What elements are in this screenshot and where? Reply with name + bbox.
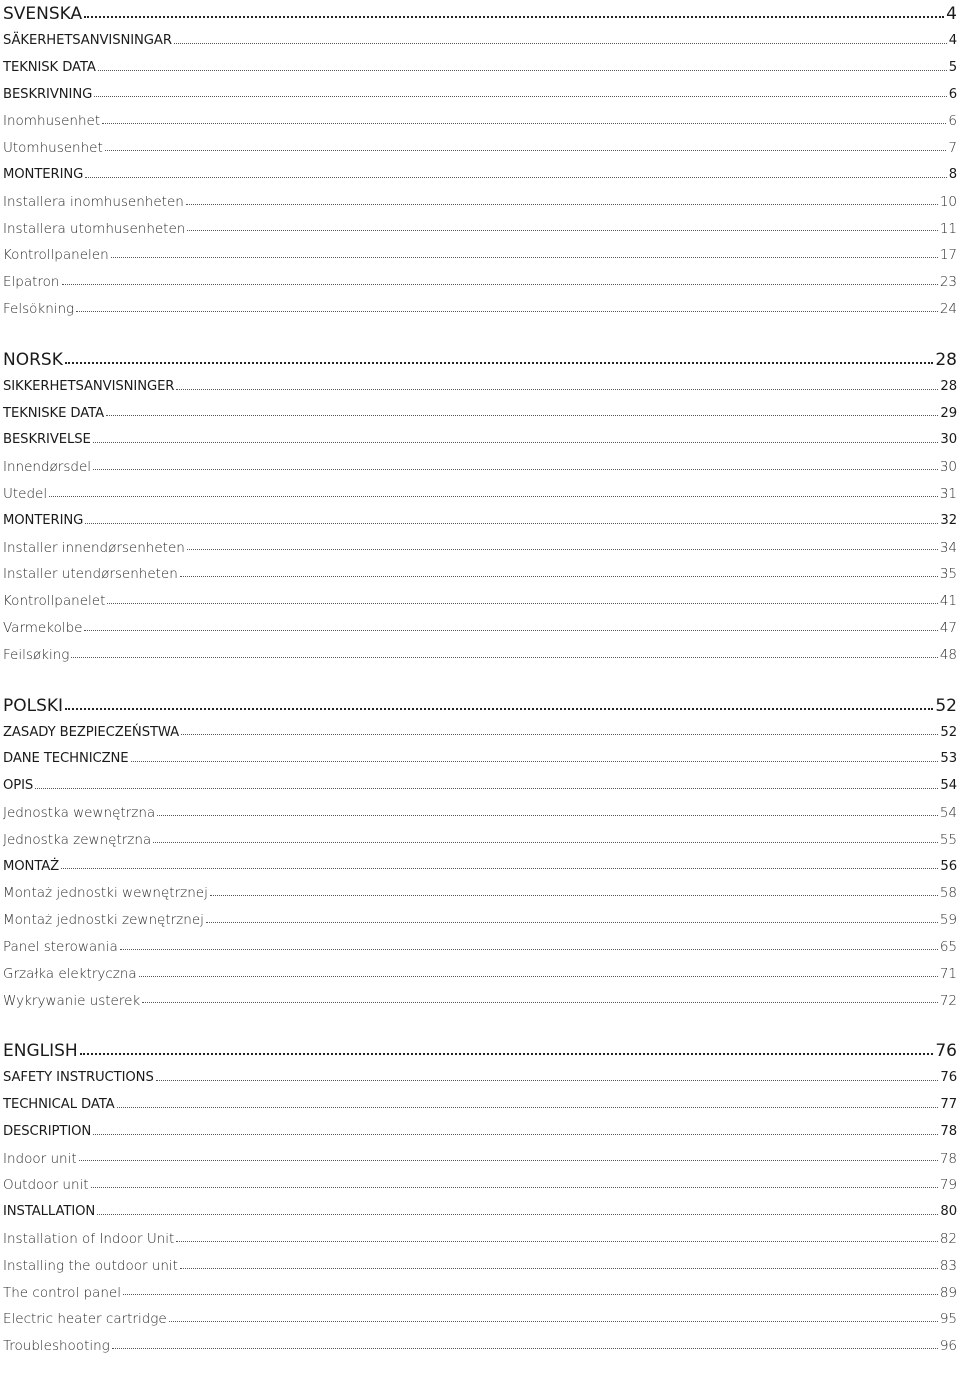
dot-leader <box>153 842 938 843</box>
toc-entry-label: DANE TECHNICZNE <box>3 751 129 767</box>
toc-entry-label: TEKNISKE DATA <box>3 405 105 421</box>
toc-entry-label: BESKRIVELSE <box>3 432 91 448</box>
toc-entry-label: MONTERING <box>3 166 84 182</box>
dot-leader <box>105 150 947 151</box>
toc-entry[interactable] <box>3 1253 957 1280</box>
toc-entry[interactable] <box>3 615 957 642</box>
toc-page-number: 8 <box>948 166 957 182</box>
dot-leader <box>142 1002 938 1003</box>
toc-page-number: 54 <box>939 804 957 821</box>
dot-leader <box>93 469 938 470</box>
toc-page-number: 30 <box>939 459 957 476</box>
toc-entry-label: Varmekolbe <box>3 619 83 636</box>
toc-entry-label: The control panel <box>3 1284 121 1301</box>
toc-entry-label: Outdoor unit <box>3 1177 89 1194</box>
toc-entry[interactable] <box>3 508 957 535</box>
toc-page-number: 10 <box>939 193 957 210</box>
toc-entry-label: Elpatron <box>3 274 60 291</box>
dot-leader <box>65 362 934 364</box>
toc-entry-label: TECHNICAL DATA <box>3 1097 115 1113</box>
toc-entry-label: Inomhusenhet <box>3 113 101 130</box>
toc-entry[interactable] <box>3 1146 957 1173</box>
toc-page-number: 17 <box>939 247 957 264</box>
toc-page-number: 78 <box>939 1150 957 1167</box>
toc-entry[interactable] <box>3 242 957 269</box>
toc-entry[interactable] <box>3 162 957 189</box>
toc-language-heading[interactable] <box>3 0 957 28</box>
toc-entry[interactable] <box>3 1306 957 1333</box>
toc-entry-label: Grzałka elektryczna <box>3 965 137 982</box>
toc-language-title: ENGLISH <box>3 1041 78 1062</box>
toc-entry[interactable] <box>3 854 957 881</box>
dot-leader <box>169 1321 938 1322</box>
toc-entry[interactable] <box>3 189 957 216</box>
toc-entry-label: SÄKERHETSANVISNINGAR <box>3 33 172 48</box>
toc-entry[interactable] <box>3 1199 957 1226</box>
toc-entry[interactable] <box>3 55 957 82</box>
toc-entry-label: SIKKERHETSANVISNINGER <box>3 378 175 394</box>
toc-entry-label: Felsökning <box>3 300 75 317</box>
toc-entry[interactable] <box>3 1333 957 1360</box>
toc-page-number: 11 <box>939 220 957 237</box>
toc-entry-label: BESKRIVNING <box>3 86 93 102</box>
toc-page-number: 55 <box>939 831 957 848</box>
section-spacer <box>3 1014 957 1037</box>
toc-page-number: 96 <box>939 1338 957 1355</box>
toc-language-heading[interactable] <box>3 1037 957 1065</box>
toc-entry[interactable] <box>3 1172 957 1199</box>
toc-entry[interactable] <box>3 800 957 827</box>
dot-leader <box>84 16 944 18</box>
toc-entry[interactable] <box>3 880 957 907</box>
toc-page-number: 48 <box>939 646 957 663</box>
toc-entry[interactable] <box>3 454 957 481</box>
toc-entry[interactable] <box>3 773 957 800</box>
toc-entry-label: Feilsøking <box>3 646 70 663</box>
toc-page-number: 52 <box>935 695 957 716</box>
dot-leader <box>102 123 946 124</box>
dot-leader <box>94 96 946 97</box>
toc-entry-label: INSTALLATION <box>3 1204 96 1220</box>
toc-page-number: 6 <box>948 86 957 102</box>
toc-entry[interactable] <box>3 1065 957 1092</box>
toc-page-number: 28 <box>940 378 957 394</box>
dot-leader <box>210 895 938 896</box>
dot-leader <box>117 1107 939 1108</box>
dot-leader <box>97 1214 938 1215</box>
toc-entry-label: Kontrollpanelen <box>3 247 109 264</box>
toc-page-number: 76 <box>935 1041 957 1062</box>
toc-page-number: 52 <box>940 724 957 740</box>
dot-leader <box>157 815 938 816</box>
dot-leader <box>93 1134 938 1135</box>
dot-leader <box>176 389 938 390</box>
dot-leader <box>85 177 946 178</box>
dot-leader <box>84 630 937 631</box>
toc-entry-label: Indoor unit <box>3 1150 77 1167</box>
toc-entry-label: ZASADY BEZPIECZEŃSTWA <box>3 724 180 740</box>
toc-entry[interactable] <box>3 907 957 934</box>
toc-entry-label: Installation of Indoor Unit <box>3 1231 175 1248</box>
dot-leader <box>98 70 947 71</box>
toc-entry-label: OPIS <box>3 778 34 794</box>
toc-page-number: 4 <box>946 4 957 24</box>
toc-entry[interactable] <box>3 1280 957 1307</box>
toc-entry[interactable] <box>3 427 957 454</box>
toc-entry[interactable] <box>3 269 957 296</box>
dot-leader <box>91 1187 938 1188</box>
dot-leader <box>112 1348 938 1349</box>
toc-section-english <box>3 1037 957 1360</box>
dot-leader <box>120 949 938 950</box>
toc-page-number: 41 <box>939 593 957 610</box>
toc-page-number: 65 <box>939 938 957 955</box>
toc-page-number: 54 <box>940 778 957 794</box>
toc-page-number: 58 <box>939 885 957 902</box>
dot-leader <box>186 204 938 205</box>
toc-page-number: 34 <box>939 539 957 556</box>
toc-page-number: 24 <box>939 300 957 317</box>
toc-page-number: 6 <box>948 113 957 130</box>
dot-leader <box>180 1268 938 1269</box>
toc-entry-label: DESCRIPTION <box>3 1123 92 1139</box>
toc-entry[interactable] <box>3 535 957 562</box>
toc-language-title: POLSKI <box>3 695 64 716</box>
toc-page-number: 31 <box>939 485 957 502</box>
toc-language-title: NORSK <box>3 349 63 370</box>
dot-leader <box>156 1080 939 1081</box>
toc-page-number: 29 <box>940 405 957 421</box>
toc-entry[interactable] <box>3 746 957 773</box>
dot-leader <box>181 734 938 735</box>
dot-leader <box>62 284 938 285</box>
toc-entry-label: Installera utomhusenheten <box>3 220 186 237</box>
toc-page-number: 78 <box>940 1123 957 1139</box>
toc-entry[interactable] <box>3 934 957 961</box>
toc-entry-label: Jednostka zewnętrzna <box>3 831 152 848</box>
toc-language-heading[interactable] <box>3 346 957 374</box>
toc-section-svenska <box>3 0 957 323</box>
toc-page-number: 7 <box>948 140 957 157</box>
dot-leader <box>176 1241 937 1242</box>
dot-leader <box>139 976 938 977</box>
toc-page-number: 47 <box>939 619 957 636</box>
dot-leader <box>76 311 938 312</box>
toc-entry-label: Utedel <box>3 485 48 502</box>
toc-page-number: 4 <box>948 33 957 48</box>
toc-entry[interactable] <box>3 1226 957 1253</box>
dot-leader <box>187 549 938 550</box>
dot-leader <box>111 257 938 258</box>
section-spacer <box>3 669 957 692</box>
toc-section-polski <box>3 692 957 1015</box>
toc-entry-label: MONTERING <box>3 512 84 528</box>
dot-leader <box>65 708 933 710</box>
toc-entry-label: Wykrywanie usterek <box>3 992 141 1009</box>
dot-leader <box>79 1160 938 1161</box>
dot-leader <box>187 230 937 231</box>
dot-leader <box>107 603 937 604</box>
dot-leader <box>131 761 939 762</box>
toc-page-number: 5 <box>948 59 957 75</box>
table-of-contents <box>3 0 957 1360</box>
toc-page-number: 35 <box>939 566 957 583</box>
dot-leader <box>123 1294 938 1295</box>
toc-entry[interactable] <box>3 561 957 588</box>
toc-entry[interactable] <box>3 296 957 323</box>
dot-leader <box>61 868 938 869</box>
toc-page-number: 95 <box>939 1311 957 1328</box>
toc-entry[interactable] <box>3 988 957 1015</box>
toc-page-number: 72 <box>939 992 957 1009</box>
dot-leader <box>49 496 938 497</box>
toc-entry[interactable] <box>3 481 957 508</box>
toc-page-number: 32 <box>940 512 957 528</box>
dot-leader <box>106 415 938 416</box>
toc-entry[interactable] <box>3 961 957 988</box>
toc-page-number: 28 <box>935 349 957 370</box>
toc-entry-label: SAFETY INSTRUCTIONS <box>3 1070 154 1086</box>
toc-page-number: 53 <box>940 751 957 767</box>
dot-leader <box>71 657 937 658</box>
toc-entry-label: Electric heater cartridge <box>3 1311 167 1328</box>
toc-entry-label: Panel sterowania <box>3 938 118 955</box>
toc-entry[interactable] <box>3 374 957 401</box>
toc-entry-label: Montaż jednostki zewnętrznej <box>3 912 204 929</box>
toc-entry[interactable] <box>3 588 957 615</box>
toc-entry-label: Innendørsdel <box>3 459 91 476</box>
toc-entry[interactable] <box>3 1092 957 1119</box>
toc-entry[interactable] <box>3 135 957 162</box>
dot-leader <box>93 442 939 443</box>
toc-entry[interactable] <box>3 720 957 747</box>
toc-page-number: 76 <box>940 1070 957 1086</box>
toc-section-norsk <box>3 346 957 669</box>
toc-page-number: 89 <box>939 1284 957 1301</box>
toc-page-number: 80 <box>940 1204 957 1220</box>
toc-entry-label: TEKNISK DATA <box>3 59 96 75</box>
toc-entry-label: Montaż jednostki wewnętrznej <box>3 885 208 902</box>
toc-entry-label: Troubleshooting <box>3 1338 110 1355</box>
toc-entry-label: Installer utendørsenheten <box>3 566 178 583</box>
toc-entry[interactable] <box>3 401 957 428</box>
toc-entry-label: Kontrollpanelet <box>3 593 106 610</box>
dot-leader <box>180 576 938 577</box>
toc-entry[interactable] <box>3 28 957 55</box>
dot-leader <box>206 922 938 923</box>
toc-page-number: 56 <box>940 858 957 874</box>
toc-language-title: SVENSKA <box>3 4 83 24</box>
toc-entry-label: Installera inomhusenheten <box>3 193 184 210</box>
toc-entry-label: Installer innendørsenheten <box>3 539 185 556</box>
toc-language-heading[interactable] <box>3 692 957 720</box>
toc-entry[interactable] <box>3 216 957 243</box>
toc-entry[interactable] <box>3 1119 957 1146</box>
toc-page-number: 79 <box>939 1177 957 1194</box>
dot-leader <box>35 788 938 789</box>
toc-page-number: 77 <box>940 1097 957 1113</box>
toc-entry[interactable] <box>3 82 957 109</box>
toc-page-number: 59 <box>939 912 957 929</box>
toc-page-number: 23 <box>939 274 957 291</box>
dot-leader <box>85 523 938 524</box>
dot-leader <box>174 43 947 44</box>
toc-entry-label: Installing the outdoor unit <box>3 1257 178 1274</box>
toc-entry-label: MONTAŻ <box>3 858 60 874</box>
dot-leader <box>80 1053 934 1055</box>
toc-page-number: 71 <box>939 965 957 982</box>
toc-entry-label: Jednostka wewnętrzna <box>3 804 156 821</box>
toc-entry[interactable] <box>3 642 957 669</box>
toc-entry[interactable] <box>3 827 957 854</box>
section-spacer <box>3 323 957 346</box>
toc-page-number: 82 <box>939 1231 957 1248</box>
toc-page-number: 30 <box>940 432 957 448</box>
toc-entry-label: Utomhusenhet <box>3 140 103 157</box>
toc-entry[interactable] <box>3 108 957 135</box>
toc-page-number: 83 <box>939 1257 957 1274</box>
